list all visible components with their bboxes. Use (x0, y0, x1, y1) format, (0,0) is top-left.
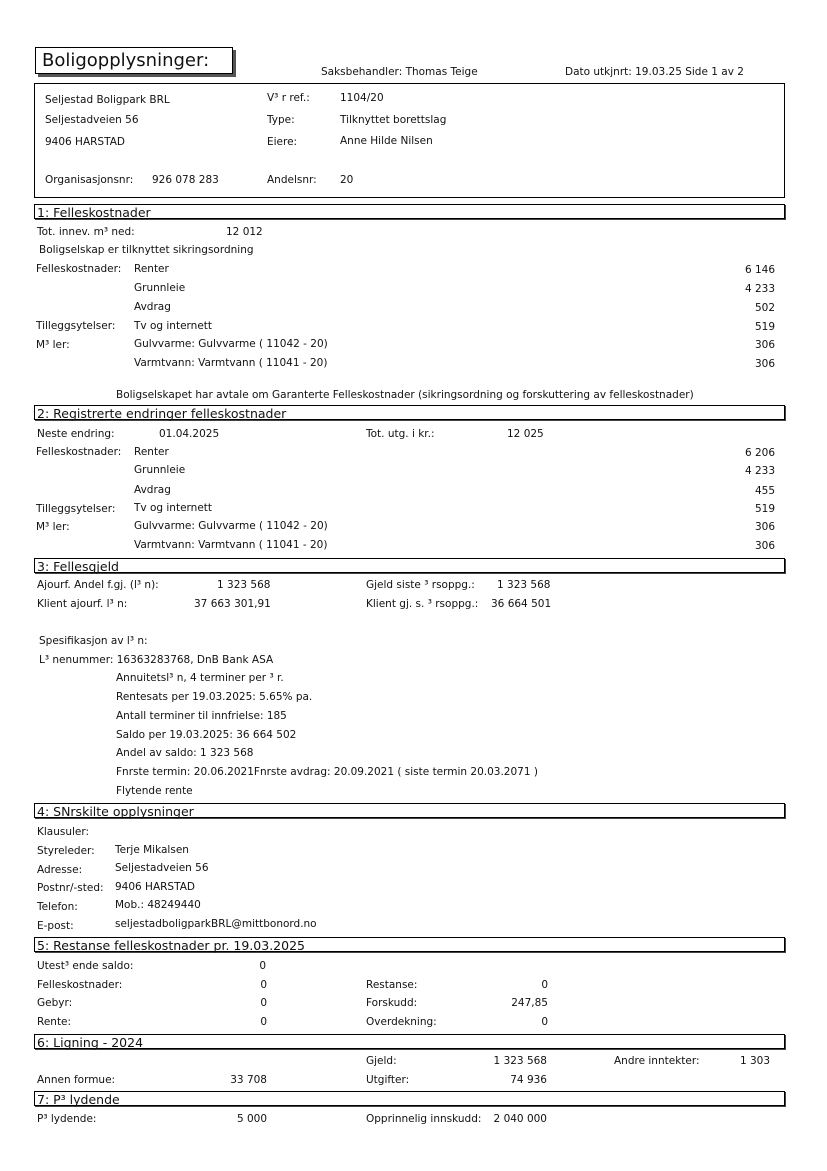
s1-value-gulvvarme: 306 (754, 339, 775, 351)
s2-item-tv: Tv og internett (134, 502, 213, 514)
section-6-header: 6: Ligning - 2024 (34, 1034, 785, 1049)
postnr-label: Postnr/-sted: (37, 882, 104, 894)
klient-value: 37 663 301,91 (194, 598, 271, 610)
forskudd-value: 247,85 (511, 997, 548, 1009)
tot-innev-label: Tot. innev. m³ ned: (37, 226, 135, 238)
utest-label: Utest³ ende saldo: (37, 960, 134, 972)
loan-detail: Annuitetsl³ n, 4 terminer per ³ r. (116, 672, 284, 684)
ref-label: V³ r ref.: (267, 92, 310, 104)
gjeld-siste-value: 1 323 568 (497, 579, 551, 591)
ref-value: 1104/20 (340, 92, 384, 104)
rente-value: 0 (260, 1016, 267, 1028)
orgnr-value: 926 078 283 (152, 174, 219, 186)
annen-formue-label: Annen formue: (37, 1074, 116, 1086)
epost-label: E-post: (37, 920, 74, 932)
loan-detail: Rentesats per 19.03.2025: 5.65% pa. (116, 691, 313, 703)
andelsnr-label: Andelsnr: (267, 174, 317, 186)
s2-maler-label: M³ ler: (36, 521, 70, 533)
s2-item-gulvvarme: Gulvvarme: Gulvvarme ( 11042 - 20) (134, 520, 328, 532)
totutg-label: Tot. utg. i kr.: (366, 428, 435, 440)
innskudd-label: Opprinnelig innskudd: (366, 1113, 482, 1125)
ajourf-value: 1 323 568 (217, 579, 271, 591)
klausuler-label: Klausuler: (37, 826, 90, 838)
loan-detail: Antall terminer til innfrielse: 185 (116, 710, 287, 722)
type-label: Type: (267, 114, 295, 126)
lanenummer: L³ nenummer: 16363283768, DnB Bank ASA (39, 654, 274, 666)
adresse-label: Adresse: (37, 864, 83, 876)
orgnr-label: Organisasjonsnr: (45, 174, 134, 186)
s1-value-avdrag: 502 (754, 302, 775, 314)
company-city: 9406 HARSTAD (45, 136, 125, 148)
section-7-header: 7: P³ lydende (34, 1091, 785, 1106)
s2-value-tv: 519 (754, 503, 775, 515)
sikring-note: Boligselskap er tilknyttet sikringsordning (39, 244, 254, 256)
s5-felles-value: 0 (260, 979, 267, 991)
epost-value: seljestadboligparkBRL@mittbonord.no (115, 918, 317, 930)
innskudd-value: 2 040 000 (493, 1113, 547, 1125)
annen-formue-value: 33 708 (230, 1074, 267, 1086)
type-value: Tilknyttet borettslag (340, 114, 447, 126)
section-4-header: 4: SNrskilte opplysninger (34, 803, 785, 818)
s6-gjeld-label: Gjeld: (366, 1055, 397, 1067)
maler-label: M³ ler: (36, 339, 70, 351)
spesifikasjon-label: Spesifikasjon av l³ n: (39, 635, 148, 647)
print-date: Dato utkjnrt: 19.03.25 Side 1 av 2 (565, 66, 744, 78)
loan-detail: Fnrste termin: 20.06.2021Fnrste avdrag: 20.09.2021 ( siste termin 20.03.2071 ) (116, 766, 538, 778)
loan-detail: Saldo per 19.03.2025: 36 664 502 (116, 729, 297, 741)
gebyr-label: Gebyr: (37, 997, 73, 1009)
company-street: Seljestadveien 56 (45, 114, 139, 126)
s2-value-grunnleie: 4 233 (744, 465, 775, 477)
totutg-value: 12 025 (507, 428, 544, 440)
section-2-header: 2: Registrerte endringer felleskostnader (34, 405, 785, 420)
s5-felles-label: Felleskostnader: (37, 979, 123, 991)
tillegg-label: Tilleggsytelser: (36, 320, 116, 332)
s2-item-avdrag: Avdrag (134, 484, 171, 496)
telefon-label: Telefon: (37, 901, 78, 913)
rente-label: Rente: (37, 1016, 72, 1028)
s2-item-renter: Renter (134, 446, 169, 458)
palydende-value: 5 000 (236, 1113, 267, 1125)
utgifter-label: Utgifter: (366, 1074, 410, 1086)
s1-item-renter: Renter (134, 263, 169, 275)
s2-felles-label: Felleskostnader: (36, 446, 122, 458)
s1-item-avdrag: Avdrag (134, 301, 171, 313)
s2-tillegg-label: Tilleggsytelser: (36, 503, 116, 515)
andelsnr-value: 20 (340, 174, 354, 186)
s1-value-grunnleie: 4 233 (744, 283, 775, 295)
section-3-header: 3: Fellesgjeld (34, 558, 785, 573)
andre-inntekter-label: Andre inntekter: (614, 1055, 700, 1067)
forskudd-label: Forskudd: (366, 997, 418, 1009)
page-title: Boligopplysninger: (35, 47, 233, 74)
palydende-label: P³ lydende: (37, 1113, 97, 1125)
company-name: Seljestad Boligpark BRL (45, 94, 170, 106)
neste-label: Neste endring: (37, 428, 115, 440)
tot-innev-value: 12 012 (226, 226, 263, 238)
s2-item-grunnleie: Grunnleie (134, 464, 186, 476)
loan-detail: Andel av saldo: 1 323 568 (116, 747, 254, 759)
klient-gjeld-label: Klient gj. s. ³ rsoppg.: (366, 598, 479, 610)
restanse-label: Restanse: (366, 979, 418, 991)
felles-label: Felleskostnader: (36, 263, 122, 275)
s2-value-varmtvann: 306 (754, 540, 775, 552)
eiere-label: Eiere: (267, 136, 298, 148)
s1-item-varmtvann: Varmtvann: Varmtvann ( 11041 - 20) (134, 357, 328, 369)
s1-item-grunnleie: Grunnleie (134, 282, 186, 294)
restanse-value: 0 (541, 979, 548, 991)
ajourf-label: Ajourf. Andel f.gj. (l³ n): (37, 579, 159, 591)
s1-value-renter: 6 146 (744, 264, 775, 276)
s2-item-varmtvann: Varmtvann: Varmtvann ( 11041 - 20) (134, 539, 328, 551)
section-1-header: 1: Felleskostnader (34, 204, 785, 219)
postnr-value: 9406 HARSTAD (115, 881, 195, 893)
andre-inntekter-value: 1 303 (739, 1055, 770, 1067)
s1-value-tv: 519 (754, 321, 775, 333)
s2-value-avdrag: 455 (754, 485, 775, 497)
s2-value-renter: 6 206 (744, 447, 775, 459)
telefon-value: Mob.: 48249440 (115, 899, 201, 911)
saksbehandler: Saksbehandler: Thomas Teige (321, 66, 478, 78)
klient-label: Klient ajourf. l³ n: (37, 598, 128, 610)
gebyr-value: 0 (260, 997, 267, 1009)
adresse-value: Seljestadveien 56 (115, 862, 209, 874)
section-5-header: 5: Restanse felleskostnader pr. 19.03.2025 (34, 937, 785, 952)
loan-detail: Flytende rente (116, 785, 193, 797)
eiere-value: Anne Hilde Nilsen (340, 135, 433, 147)
s6-gjeld-value: 1 323 568 (493, 1055, 547, 1067)
overdekning-label: Overdekning: (366, 1016, 437, 1028)
neste-value: 01.04.2025 (159, 428, 220, 440)
overdekning-value: 0 (541, 1016, 548, 1028)
s1-value-varmtvann: 306 (754, 358, 775, 370)
utest-value: 0 (259, 960, 266, 972)
s2-value-gulvvarme: 306 (754, 521, 775, 533)
gjeld-siste-label: Gjeld siste ³ rsoppg.: (366, 579, 475, 591)
s1-item-tv: Tv og internett (134, 320, 213, 332)
s1-item-gulvvarme: Gulvvarme: Gulvvarme ( 11042 - 20) (134, 338, 328, 350)
styreleder-value: Terje Mikalsen (115, 844, 189, 856)
garanti-note: Boligselskapet har avtale om Garanterte Felleskostnader (sikringsordning og forskuttering av felleskostnader) (116, 389, 694, 401)
styreleder-label: Styreleder: (37, 845, 95, 857)
utgifter-value: 74 936 (510, 1074, 547, 1086)
klient-gjeld-value: 36 664 501 (491, 598, 552, 610)
